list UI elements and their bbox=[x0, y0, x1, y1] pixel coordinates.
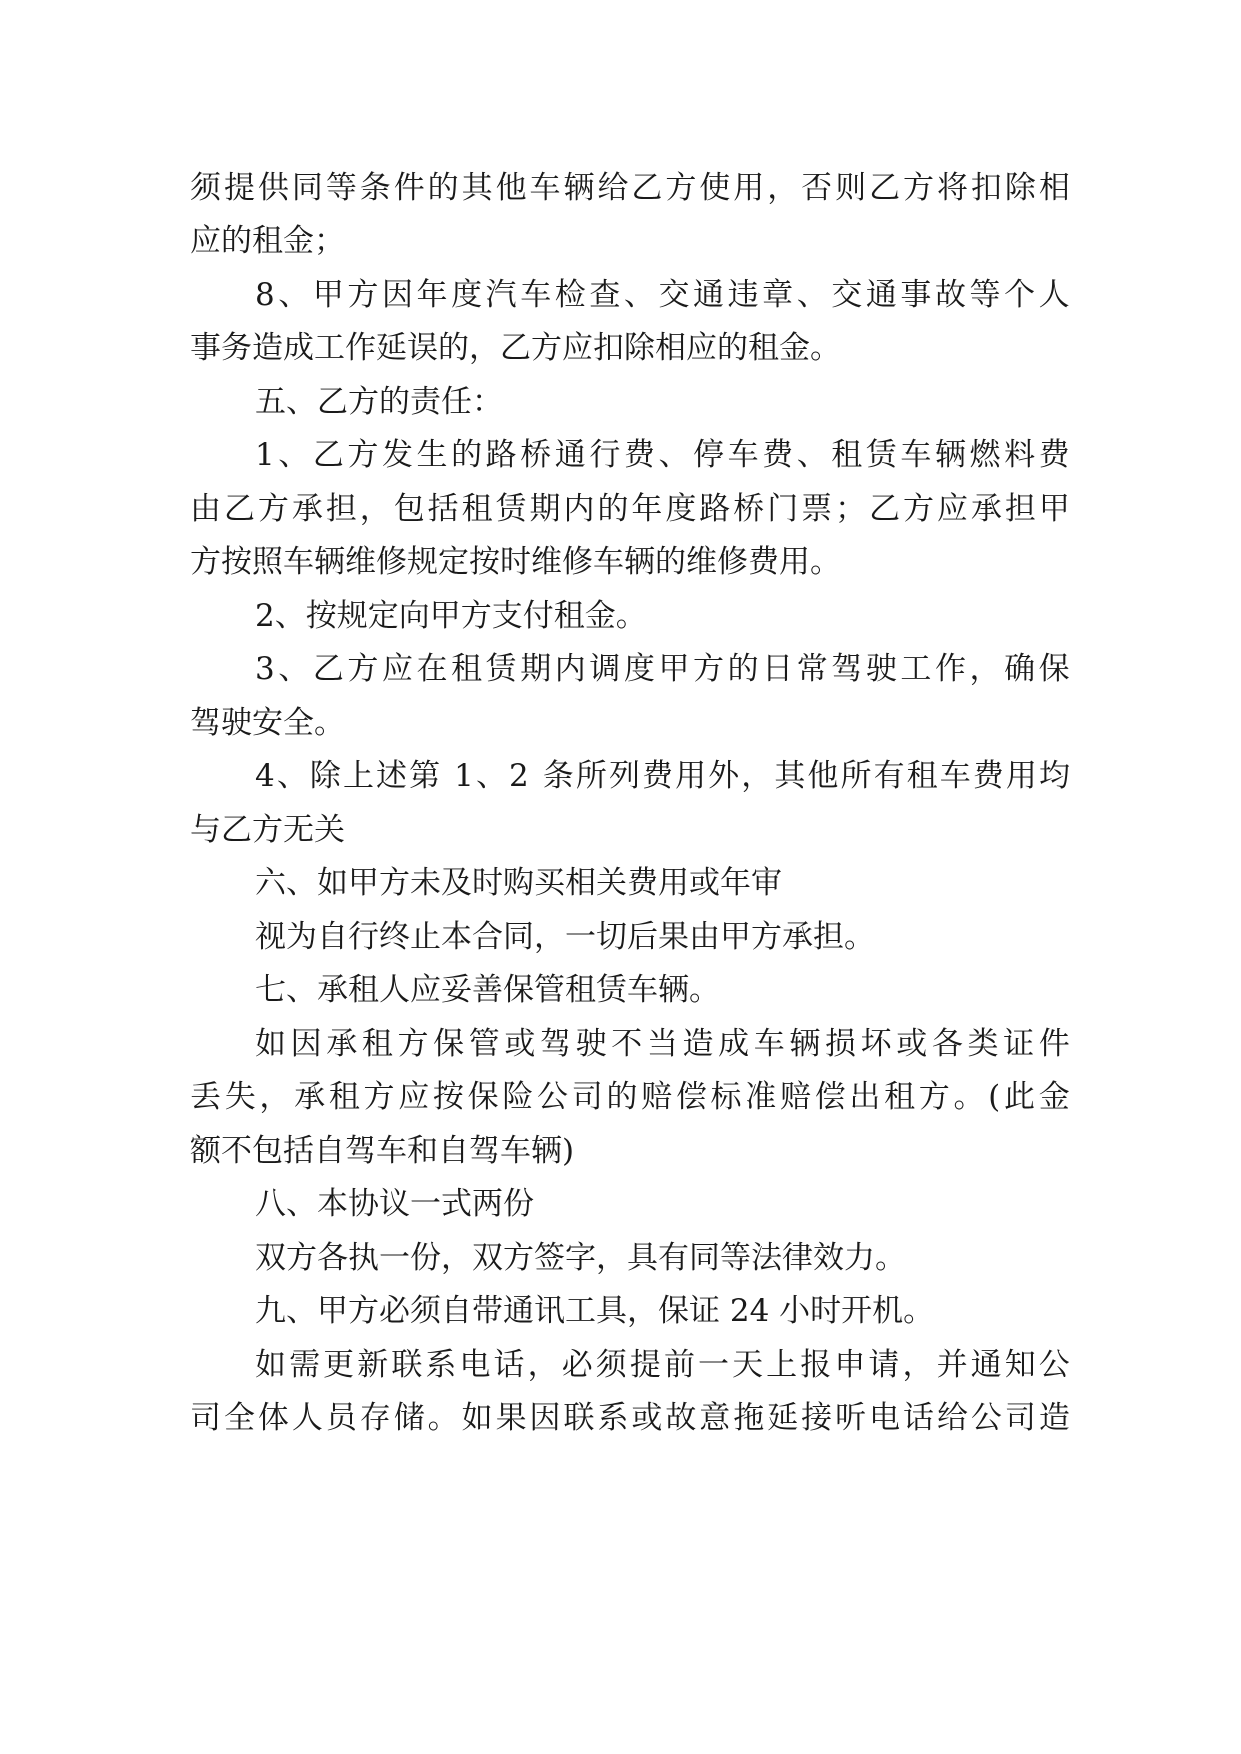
text-line: 4 、 除 上 述 第 1 、 2 条 所 列 费 用 外 ， 其 他 所 有 租 车 费 用 均 bbox=[255, 758, 1070, 794]
text-line: 3 、 乙 方 应 在 租 赁 期 内 调 度 甲 方 的 日 常 驾 驶 工 作 ， 确 保 bbox=[255, 651, 1070, 687]
text-line: 驾驶安全。 bbox=[190, 705, 345, 741]
section-heading: 七、承租人应妥善保管租赁车辆。 bbox=[255, 972, 720, 1008]
section-heading: 五、乙方的责任： bbox=[255, 384, 503, 420]
text-line: 方按照车辆维修规定按时维修车辆的维修费用。 bbox=[190, 544, 841, 580]
text-line: 司 全 体 人 员 存 储 。 如 果 因 联 系 或 故 意 拖 延 接 听 电 话 给 公 司 造 bbox=[190, 1400, 1070, 1436]
text-line: 由 乙 方 承 担 ， 包 括 租 赁 期 内 的 年 度 路 桥 门 票 ； 乙 方 应 承 担 甲 bbox=[190, 491, 1070, 527]
text-line: 双方各执一份，双方签字，具有同等法律效力。 bbox=[255, 1240, 906, 1276]
text-line: 应的租金； bbox=[190, 223, 345, 259]
text-line: 丢 失 ， 承 租 方 应 按 保 险 公 司 的 赔 偿 标 准 赔 偿 出 租 方 。 ( 此 金 bbox=[190, 1079, 1070, 1115]
text-line: 额不包括自驾车和自驾车辆) bbox=[190, 1133, 575, 1169]
text-line: 8 、 甲 方 因 年 度 汽 车 检 查 、 交 通 违 章 、 交 通 事 故 等 个 人 bbox=[255, 277, 1070, 313]
text-line: 事务造成工作延误的，乙方应扣除相应的租金。 bbox=[190, 330, 841, 366]
text-line: 1 、 乙 方 发 生 的 路 桥 通 行 费 、 停 车 费 、 租 赁 车 辆 燃 料 费 bbox=[255, 437, 1070, 473]
text-line: 视为自行终止本合同，一切后果由甲方承担。 bbox=[255, 919, 875, 955]
section-heading: 九、甲方必须自带通讯工具，保证 24 小时开机。 bbox=[255, 1293, 935, 1329]
text-line: 须 提 供 同 等 条 件 的 其 他 车 辆 给 乙 方 使 用 ， 否 则 乙 方 将 扣 除 相 bbox=[190, 170, 1070, 206]
text-line: 如 需 更 新 联 系 电 话 ， 必 须 提 前 一 天 上 报 申 请 ， 并 通 知 公 bbox=[255, 1347, 1070, 1383]
text-line: 2、按规定向甲方支付租金。 bbox=[255, 598, 647, 634]
text-line: 与乙方无关 bbox=[190, 812, 345, 848]
text-line: 如 因 承 租 方 保 管 或 驾 驶 不 当 造 成 车 辆 损 坏 或 各 类 证 件 bbox=[255, 1026, 1070, 1062]
section-heading: 六、如甲方未及时购买相关费用或年审 bbox=[255, 865, 782, 901]
section-heading: 八、本协议一式两份 bbox=[255, 1186, 534, 1222]
